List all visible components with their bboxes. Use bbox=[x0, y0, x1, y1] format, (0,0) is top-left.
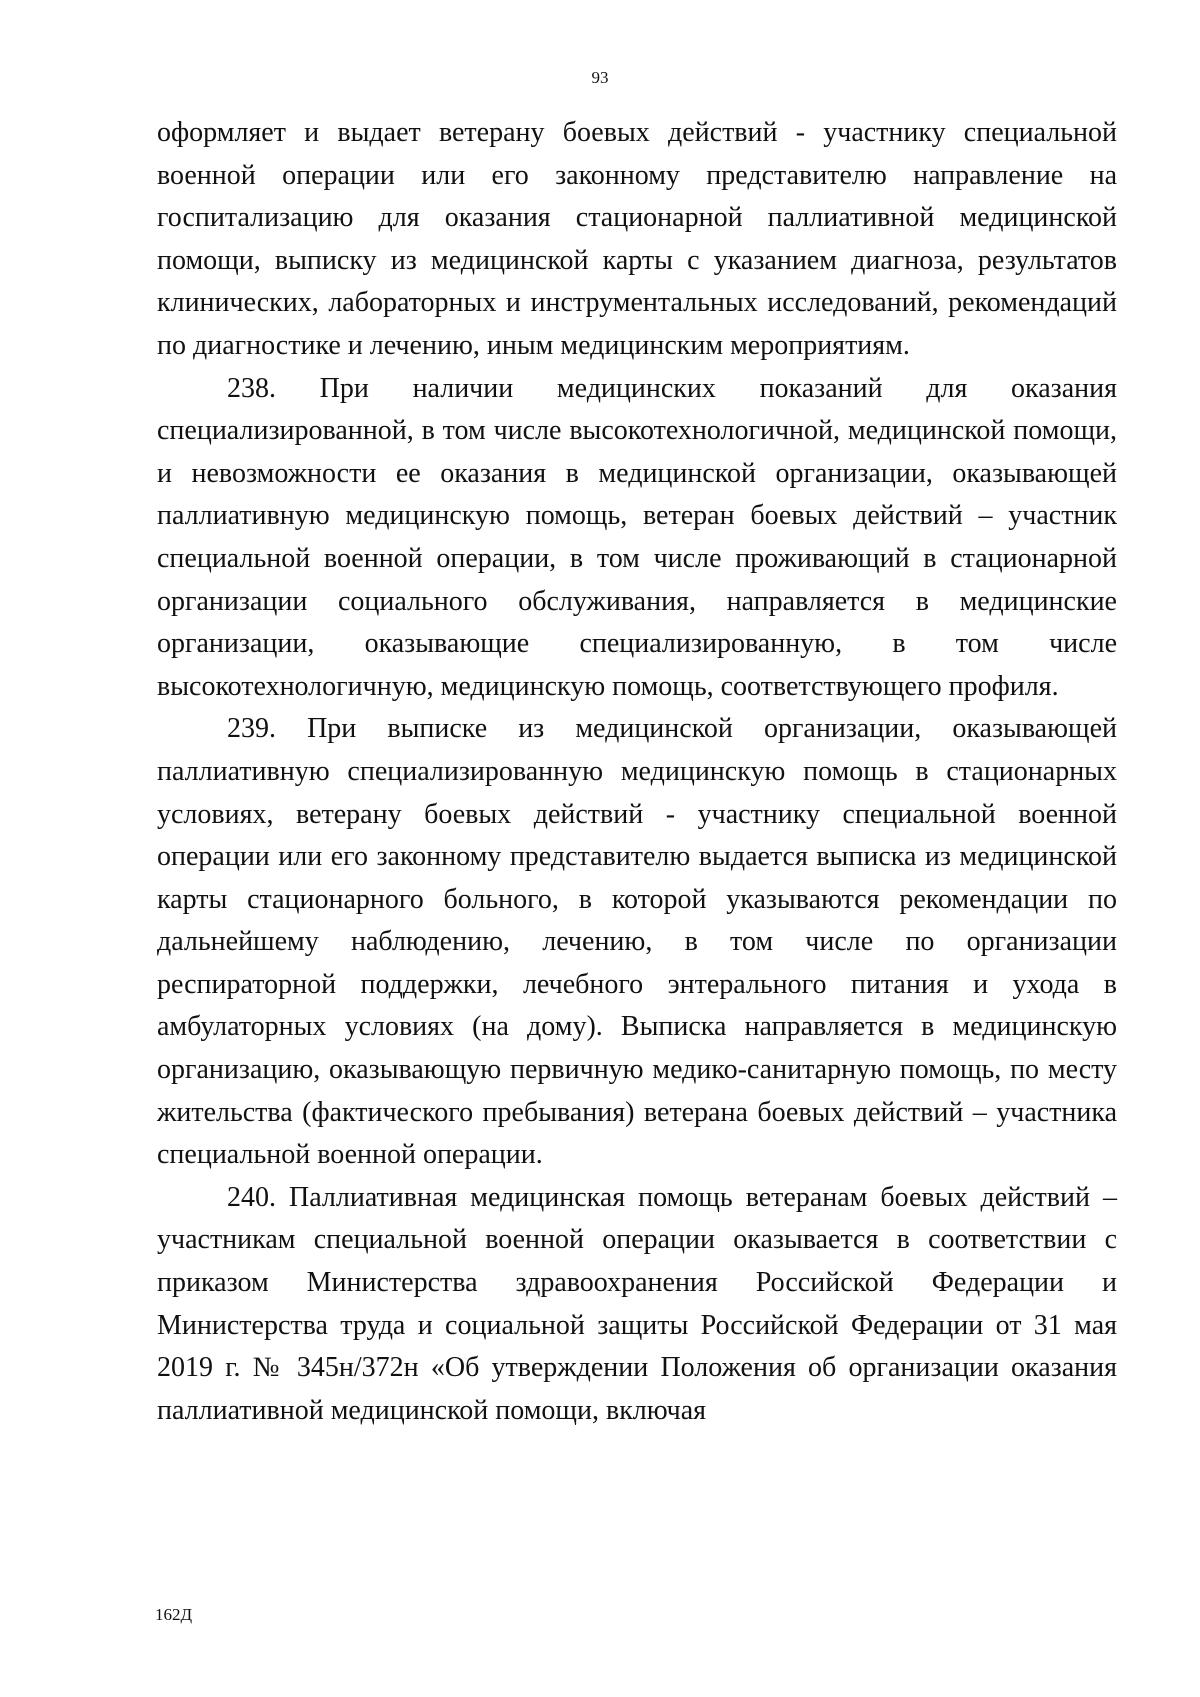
paragraph-continuation: оформляет и выдает ветерану боевых действий - участнику специальной военной операции или его законному представителю направление на госпитализацию для оказания стационарной паллиативной медицинской помощи, выписку из медицинской карты с указанием диагноза, результатов клинических, лабораторных и инструментальных исследований, рекомендаций по диагностике и лечению, иным медицинским мероприятиям. bbox=[157, 117, 1117, 361]
page-number: 93 bbox=[591, 68, 609, 87]
document-body bbox=[157, 112, 1117, 1432]
footer-document-code: 162Д bbox=[155, 1605, 193, 1624]
paragraph-239: 239. При выписке из медицинской организации, оказывающей паллиативную специализированную медицинскую помощь в стационарных условиях, ветерану боевых действий - участнику специальной военной операции или его законному представителю выдается выписка из медицинской карты стационарного больного, в которой указываются рекомендации по дальнейшему наблюдению, лечению, в том числе по организации респираторной поддержки, лечебного энтерального питания и ухода в амбулаторных условиях (на дому). Выписка направляется в медицинскую организацию, оказывающую первичную медико-санитарную помощь, по месту жительства (фактического пребывания) ветерана боевых действий – участника специальной военной операции. bbox=[157, 713, 1117, 1171]
paragraph-238: 238. При наличии медицинских показаний для оказания специализированной, в том числе высокотехнологичной, медицинской помощи, и невозможности ее оказания в медицинской организации, оказывающей паллиативную медицинскую помощь, ветеран боевых действий – участник специальной военной операции, в том числе проживающий в стационарной организации социального обслуживания, направляется в медицинские организации, оказывающие специализированную, в том числе высокотехнологичную, медицинскую помощь, соответствующего профиля. bbox=[157, 372, 1117, 702]
paragraph-240: 240. Паллиативная медицинская помощь ветеранам боевых действий – участникам специальной военной операции оказывается в соответствии с приказом Министерства здравоохранения Российской Федерации и Министерства труда и социальной защиты Российской Федерации от 31 мая 2019 г. № 345н/372н «Об утверждении Положения об организации оказания паллиативной медицинской помощи, включая bbox=[157, 1181, 1117, 1426]
